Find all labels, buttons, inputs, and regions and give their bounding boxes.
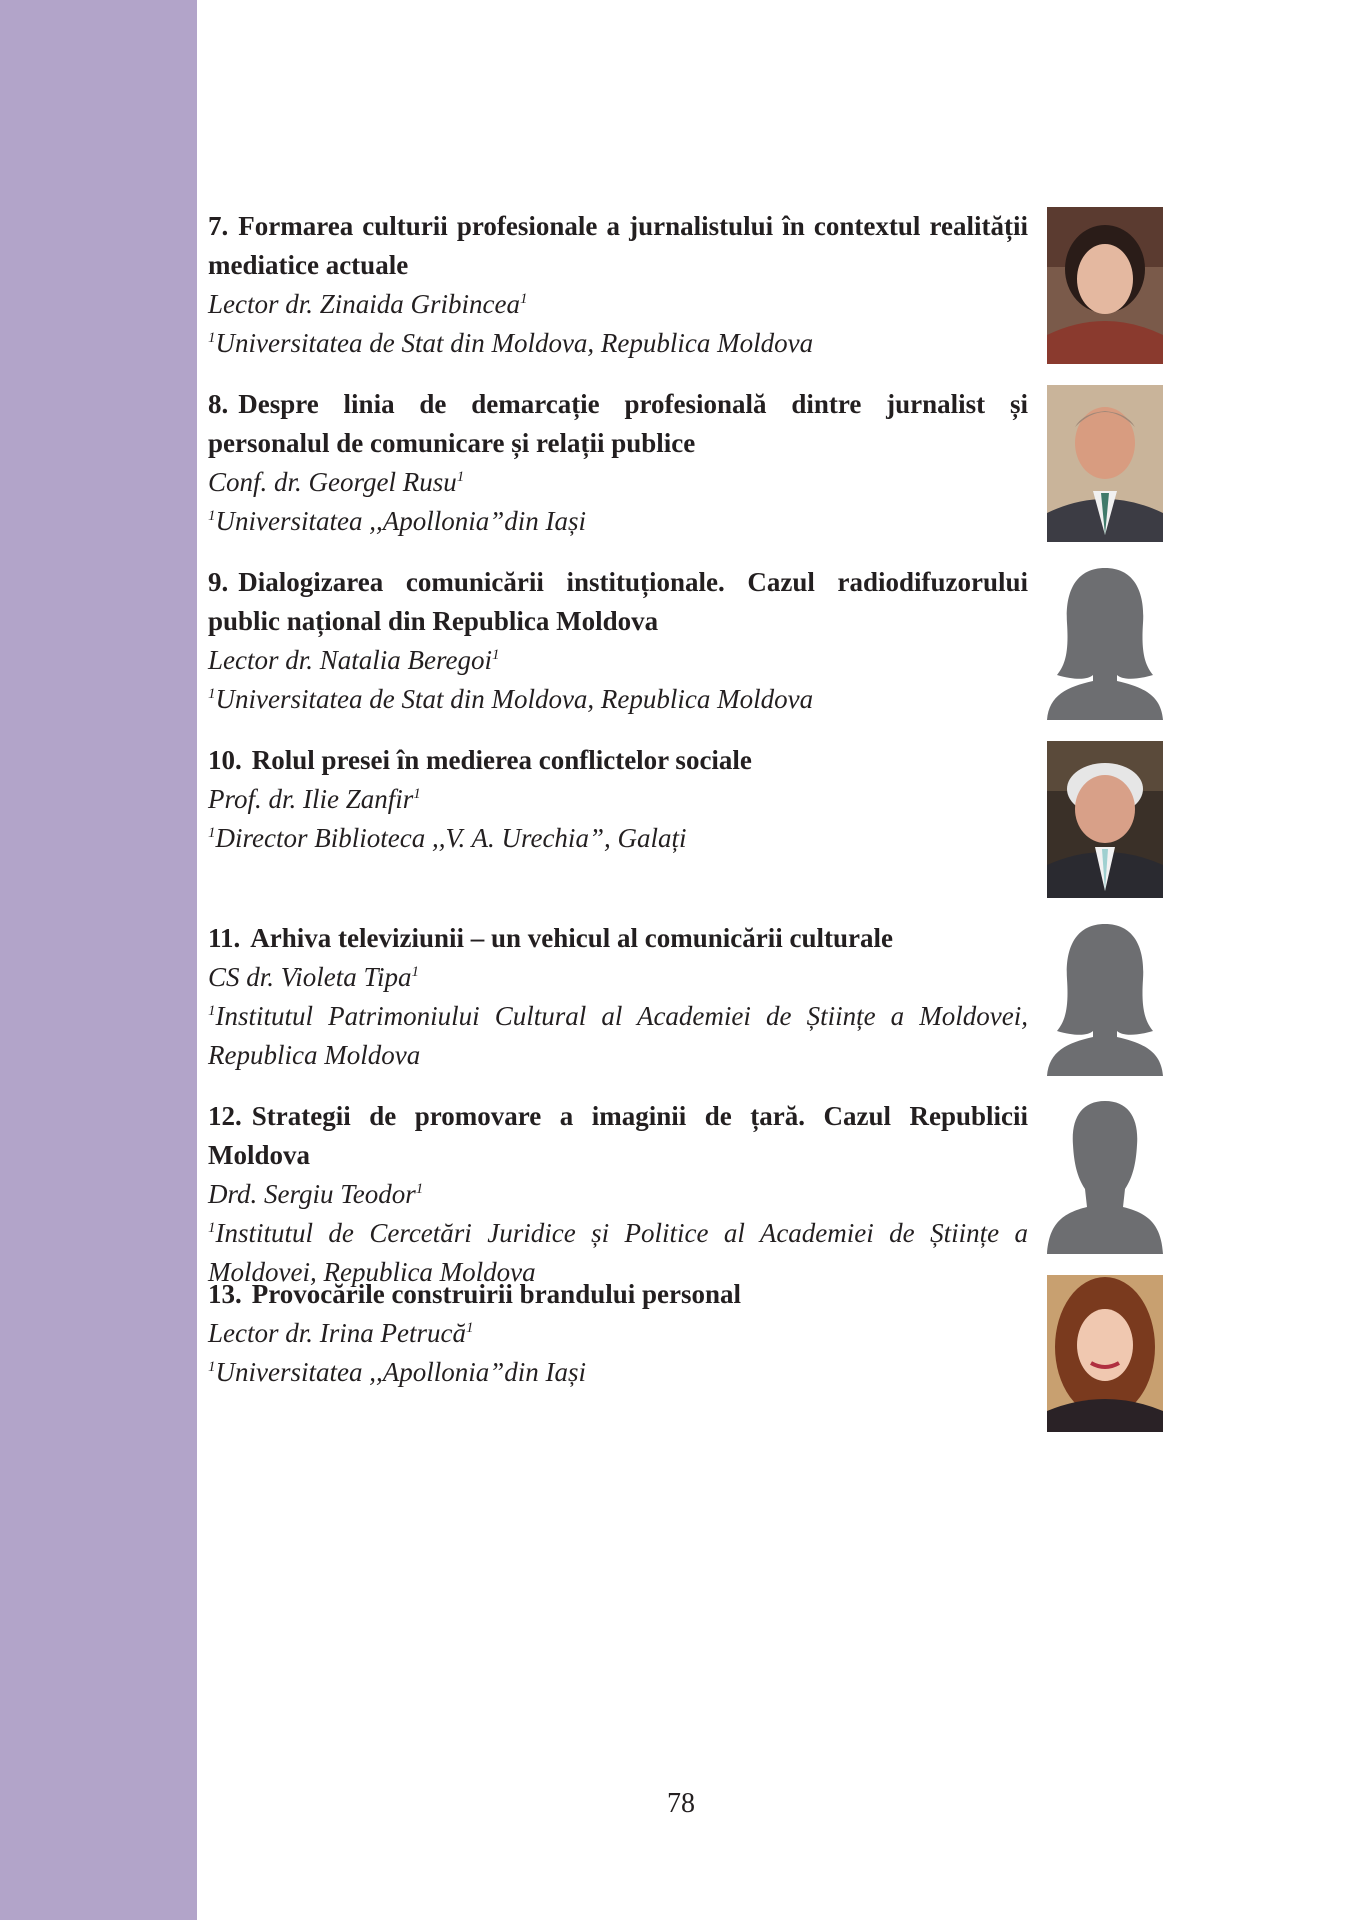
affiliation-superscript: 1	[208, 686, 216, 702]
speaker-entry	[208, 207, 1163, 385]
affiliation-line	[208, 997, 1028, 1075]
speaker-entry	[208, 385, 1163, 563]
affiliation-text: Director Biblioteca ,,V. A. Urechia”, Galați	[215, 823, 687, 853]
paper-title	[208, 741, 1028, 780]
paper-title-text: Arhiva televiziunii – un vehicul al comunicării culturale	[250, 923, 893, 953]
author-line	[208, 641, 1028, 680]
author-line	[208, 958, 1028, 997]
entry-number: 10.	[208, 745, 242, 775]
speaker-entry	[208, 741, 1163, 919]
affiliation-line	[208, 1353, 1028, 1392]
paper-title	[208, 207, 1028, 285]
author-superscript: 1	[456, 469, 465, 485]
author-name: CS dr. Violeta Tipa	[208, 962, 412, 992]
speaker-entry	[208, 563, 1163, 741]
affiliation-text: Universitatea de Stat din Moldova, Republica Moldova	[215, 684, 814, 714]
portrait-photo	[1047, 207, 1163, 364]
author-name: Lector dr. Zinaida Gribincea	[208, 289, 521, 319]
paper-title-text: Rolul presei în medierea conflictelor sociale	[251, 745, 752, 775]
silhouette-female	[1047, 563, 1163, 720]
speaker-list	[208, 207, 1163, 1453]
author-line	[208, 780, 1028, 819]
author-superscript: 1	[415, 1181, 424, 1197]
paper-title	[208, 1097, 1028, 1175]
silhouette-female	[1047, 919, 1163, 1076]
affiliation-line	[208, 502, 1028, 541]
affiliation-superscript: 1	[208, 1220, 216, 1236]
affiliation-text: Universitatea ,,Apollonia”din Iași	[215, 506, 586, 536]
author-line	[208, 1175, 1028, 1214]
author-name: Prof. dr. Ilie Zanfir	[208, 784, 414, 814]
portrait-photo	[1047, 1275, 1163, 1432]
silhouette-male	[1047, 1097, 1163, 1254]
entry-number: 12.	[208, 1101, 242, 1131]
speaker-entry	[208, 1275, 1163, 1453]
entry-number: 8.	[208, 389, 229, 419]
entry-number: 7.	[208, 211, 229, 241]
paper-title	[208, 1275, 1028, 1314]
affiliation-text: Institutul Patrimoniului Cultural al Academiei de Științe a Moldovei, Republica Moldova	[208, 1001, 1028, 1070]
portrait-photo	[1047, 385, 1163, 542]
author-line	[208, 1314, 1028, 1353]
affiliation-line	[208, 680, 1028, 719]
affiliation-superscript: 1	[208, 1003, 216, 1019]
author-superscript: 1	[492, 647, 500, 663]
author-name: Drd. Sergiu Teodor	[208, 1179, 416, 1209]
affiliation-superscript: 1	[208, 1359, 216, 1375]
affiliation-superscript: 1	[208, 508, 216, 524]
entry-number: 9.	[208, 567, 229, 597]
speaker-entry	[208, 1097, 1163, 1287]
author-line	[208, 285, 1028, 324]
entry-number: 11.	[208, 923, 241, 953]
decorative-side-band	[0, 0, 197, 1920]
affiliation-superscript: 1	[208, 330, 216, 346]
paper-title	[208, 919, 1028, 958]
affiliation-line	[208, 324, 1028, 363]
affiliation-text: Universitatea ,,Apollonia”din Iași	[215, 1357, 586, 1387]
speaker-entry	[208, 919, 1163, 1097]
author-superscript: 1	[520, 291, 528, 307]
paper-title-text: Formarea culturii profesionale a jurnalistului în contextul realității mediatice actuale	[208, 211, 1028, 280]
portrait-photo	[1047, 741, 1163, 898]
author-superscript: 1	[413, 786, 421, 802]
author-name: Conf. dr. Georgel Rusu	[208, 467, 457, 497]
author-line	[208, 463, 1028, 502]
affiliation-text: Institutul de Cercetări Juridice și Politice al Academiei de Științe a Moldovei, Republica Moldova	[208, 1218, 1028, 1287]
author-name: Lector dr. Irina Petrucă	[208, 1318, 466, 1348]
paper-title-text: Provocările construirii brandului personal	[251, 1279, 742, 1309]
paper-title	[208, 563, 1028, 641]
author-superscript: 1	[465, 1320, 474, 1336]
paper-title-text: Dialogizarea comunicării instituționale. Cazul radiodifuzorului public național din Republica Moldova	[208, 567, 1028, 636]
paper-title-text: Strategii de promovare a imaginii de țară. Cazul Republicii Moldova	[208, 1101, 1028, 1170]
affiliation-text: Universitatea de Stat din Moldova, Republica Moldova	[215, 328, 814, 358]
paper-title-text: Despre linia de demarcație profesională dintre jurnalist și personalul de comunicare și relații publice	[208, 389, 1028, 458]
author-superscript: 1	[411, 964, 420, 980]
paper-title	[208, 385, 1028, 463]
page-number: 78	[667, 1788, 695, 1819]
affiliation-line	[208, 819, 1028, 858]
author-name: Lector dr. Natalia Beregoi	[208, 645, 492, 675]
entry-number: 13.	[208, 1279, 242, 1309]
affiliation-superscript: 1	[208, 825, 216, 841]
